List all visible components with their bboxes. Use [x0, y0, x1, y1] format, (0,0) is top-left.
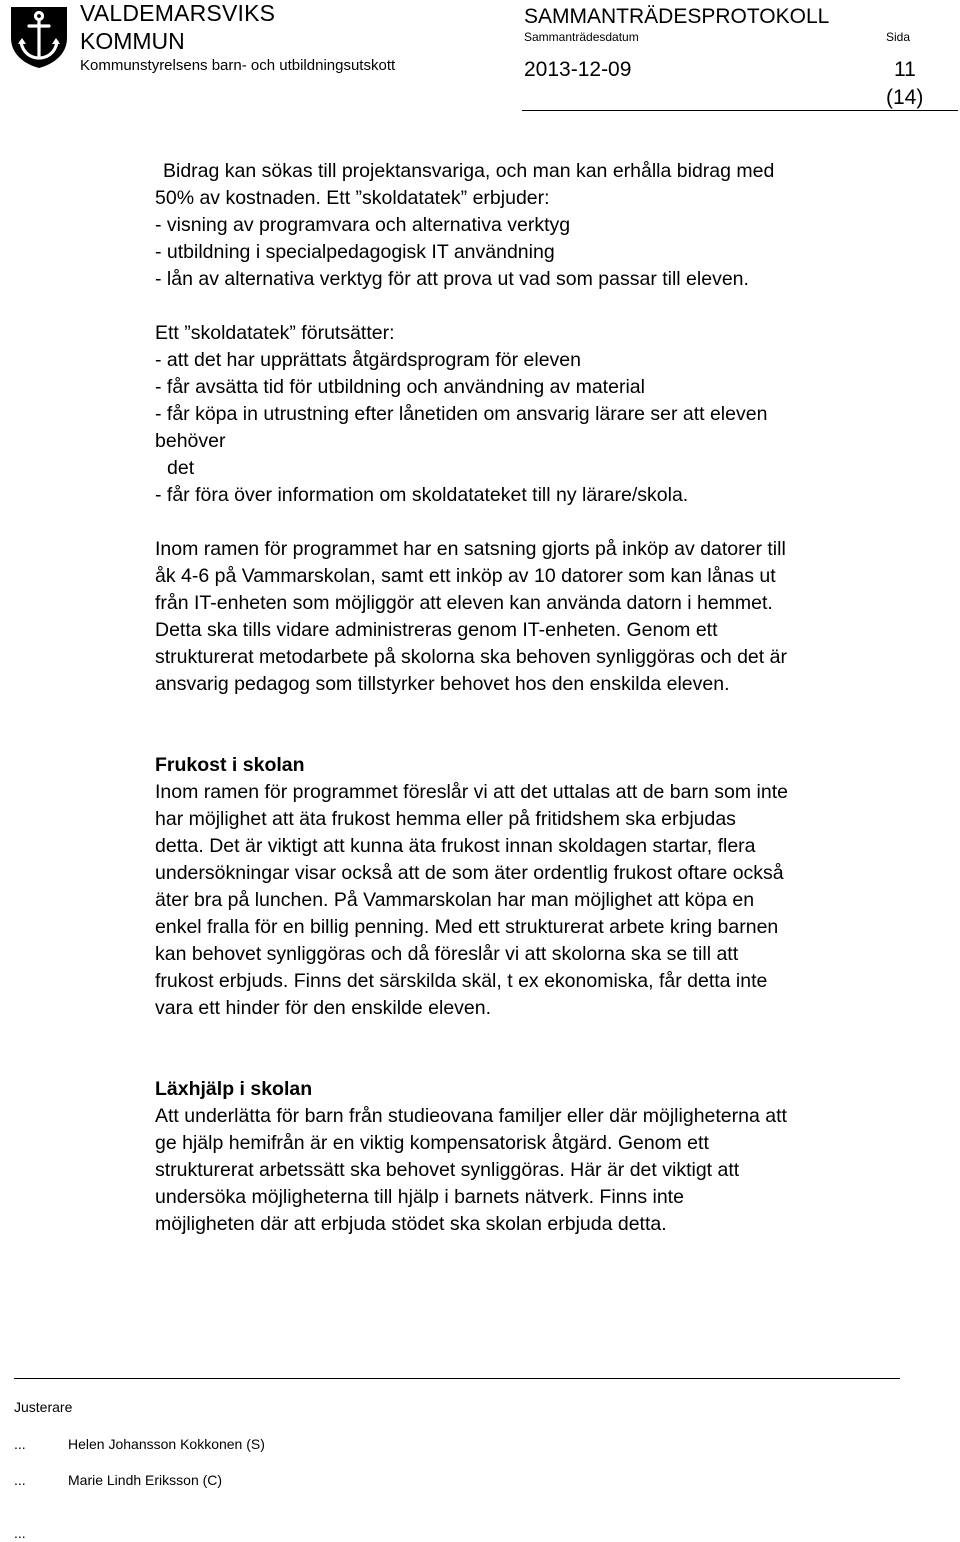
- paragraph-skoldatatek-requirements: [155, 320, 945, 509]
- section-heading: Läxhjälp i skolan: [155, 1078, 313, 1100]
- text-line: Inom ramen för programmet föreslår vi att det uttalas att de barn som inte: [155, 781, 788, 803]
- text-line: äter bra på lunchen. På Vammarskolan har man möjlighet att köpa en: [155, 889, 755, 911]
- text-line: - får avsätta tid för utbildning och användning av material: [155, 376, 645, 398]
- text-line: har möjlighet att äta frukost hemma eller på fritidshem ska erbjudas: [155, 808, 736, 830]
- signature-dots: ...: [14, 1525, 26, 1541]
- signature-row: [14, 1435, 265, 1453]
- text-line: strukturerat metodarbete på skolorna ska behoven synliggöras och det är: [155, 646, 787, 668]
- meeting-date-label: Sammanträdesdatum: [524, 30, 639, 44]
- meeting-date: 2013-12-09: [524, 58, 632, 81]
- text-line: Inom ramen för programmet har en satsning gjorts på inköp av datorer till: [155, 538, 786, 560]
- text-line: Att underlätta för barn från studieovana familjer eller där möjligheterna att: [155, 1105, 787, 1127]
- signer-name: Helen Johansson Kokkonen (S): [68, 1436, 265, 1452]
- organization-type: KOMMUN: [80, 28, 185, 54]
- text-line: behöver: [155, 430, 226, 452]
- text-line: ansvarig pedagog som tillstyrker behovet hos den enskilda eleven.: [155, 673, 730, 695]
- document-type: SAMMANTRÄDESPROTOKOLL: [524, 5, 830, 28]
- municipal-crest-anchor-icon: [8, 4, 70, 70]
- text-line: Ett ”skoldatatek” förutsätter:: [155, 322, 395, 344]
- organization-unit: Kommunstyrelsens barn- och utbildningsutskott: [80, 57, 396, 74]
- text-line: - får köpa in utrustning efter lånetiden om ansvarig lärare ser att eleven: [155, 403, 768, 425]
- text-line: det: [167, 457, 195, 479]
- text-line: frukost erbjuds. Finns det särskilda skäl, t ex ekonomiska, får detta inte: [155, 970, 768, 992]
- text-line: vara ett hinder för den enskilde eleven.: [155, 997, 492, 1019]
- text-line: - får föra över information om skoldatateket till ny lärare/skola.: [155, 484, 689, 506]
- page-number: 11: [894, 58, 916, 81]
- paragraph-skoldatatek-offer: [155, 158, 945, 293]
- signature-row: [14, 1471, 222, 1489]
- text-line: - att det har upprättats åtgärdsprogram för eleven: [155, 349, 581, 371]
- text-line: enkel fralla för en billig penning. Med ett strukturerat arbete kring barnen: [155, 916, 779, 938]
- section-breakfast: [155, 752, 945, 1022]
- section-homework-help: [155, 1076, 945, 1238]
- signature-dots: ...: [14, 1472, 26, 1488]
- paragraph-computer-investment: [155, 536, 945, 698]
- page-header: [0, 0, 960, 112]
- text-line: - utbildning i specialpedagogisk IT användning: [155, 241, 555, 263]
- section-heading: Frukost i skolan: [155, 754, 305, 776]
- text-line: åk 4-6 på Vammarskolan, samt ett inköp av 10 datorer som kan lånas ut: [155, 565, 776, 587]
- text-line: Detta ska tills vidare administreras genom IT-enheten. Genom ett: [155, 619, 718, 641]
- text-line: möjligheten där att erbjuda stödet ska skolan erbjuda detta.: [155, 1213, 667, 1235]
- document-body: [155, 158, 945, 1238]
- text-line: Bidrag kan sökas till projektansvariga, och man kan erhålla bidrag med: [163, 160, 775, 182]
- text-line: från IT-enheten som möjliggör att eleven kan använda datorn i hemmet.: [155, 592, 773, 614]
- organization-name: VALDEMARSVIKS: [80, 0, 276, 26]
- footer-divider: [14, 1378, 900, 1379]
- signature-dots: ...: [14, 1436, 26, 1452]
- text-line: detta. Det är viktigt att kunna äta frukost innan skoldagen startar, flera: [155, 835, 756, 857]
- justerare-label: Justerare: [14, 1399, 73, 1415]
- signer-name: Marie Lindh Eriksson (C): [68, 1472, 223, 1488]
- page-total: (14): [886, 86, 924, 109]
- page-label: Sida: [886, 30, 911, 44]
- header-divider: [522, 110, 958, 111]
- text-line: - lån av alternativa verktyg för att prova ut vad som passar till eleven.: [155, 268, 749, 290]
- text-line: strukturerat arbetssätt ska behovet synliggöras. Här är det viktigt att: [155, 1159, 740, 1181]
- text-line: undersöka möjligheterna till hjälp i barnets nätverk. Finns inte: [155, 1186, 684, 1208]
- text-line: kan behovet synliggöras och då föreslår vi att skolorna ska se till att: [155, 943, 739, 965]
- text-line: undersökningar visar också att de som äter ordentlig frukost oftare också: [155, 862, 784, 884]
- signature-row: [14, 1524, 68, 1542]
- text-line: ge hjälp hemifrån är en viktig kompensatorisk åtgärd. Genom ett: [155, 1132, 709, 1154]
- text-line: - visning av programvara och alternativa verktyg: [155, 214, 571, 236]
- text-line: 50% av kostnaden. Ett ”skoldatatek” erbjuder:: [155, 187, 550, 209]
